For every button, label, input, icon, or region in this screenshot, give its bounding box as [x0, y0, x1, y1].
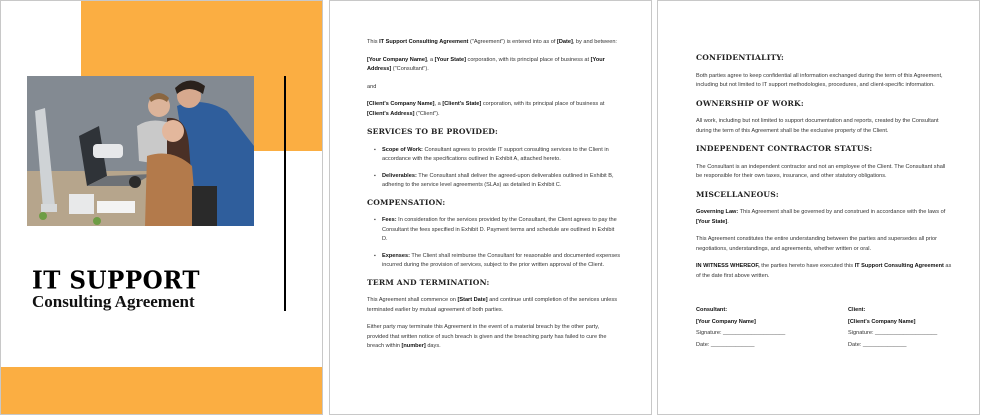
list-item: ▪ Fees: In consideration for the services provided by the Consultant, the Client agrees to pay the Consultant the fees specified in Exhibit D. Payment terms and schedule are outlined in Exhibit D.: [382, 216, 621, 245]
compensation-heading: COMPENSATION:: [367, 197, 446, 207]
contractor-heading: INDEPENDENT CONTRACTOR STATUS:: [696, 144, 873, 153]
and-paragraph: and: [367, 83, 377, 90]
page-3-body: [696, 47, 953, 289]
ownership-paragraph: All work, including but not limited to support documentation and reports, created by the Consultant during the term of this Agreement shall be the exclusive property of the Client.: [696, 118, 939, 134]
client-signature-column: [848, 307, 978, 353]
agreement-page-2: [329, 0, 652, 415]
page-2-body: [367, 38, 621, 360]
confidentiality-heading: CONFIDENTIALITY:: [696, 53, 784, 62]
intro-paragraph: This IT Support Consulting Agreement ("Agreement") is entered into as of [Date], by and between:: [367, 39, 617, 45]
list-item: ▪ Deliverables: The Consultant shall deliver the agreed-upon deliverables outlined in Exhibit B, adhering to the service level agreements (SLAs) as detailed in Exhibit C.: [382, 172, 621, 191]
client-label: Client:: [848, 307, 866, 313]
client-signature-field[interactable]: Signature: ____________________: [848, 330, 938, 336]
consultant-name: [Your Company Name]: [696, 318, 756, 325]
term-paragraph-2: Either party may terminate this Agreement in the event of a material breach by the other party, provided that written notice of such breach is given and the breaching party has failed to cure the breach within [number] days.: [367, 324, 607, 349]
consultant-label: Consultant:: [696, 307, 728, 313]
cover-photo: [27, 76, 254, 226]
miscellaneous-heading: MISCELLANEOUS:: [696, 189, 779, 199]
consultant-signature-column: [696, 307, 826, 353]
agreement-page-3: [657, 0, 980, 415]
services-list: [367, 146, 621, 191]
cover-title: IT SUPPORT: [32, 266, 200, 295]
term-paragraph-1: This Agreement shall commence on [Start Date] and continue until completion of the services unless terminated earlier by mutual agreement of both parties.: [367, 297, 617, 313]
consultant-signature-field[interactable]: Signature: ____________________: [696, 330, 786, 336]
services-heading: SERVICES TO BE PROVIDED:: [367, 127, 498, 136]
term-heading: TERM AND TERMINATION:: [367, 277, 490, 287]
confidentiality-paragraph: Both parties agree to keep confidential all information exchanged during the term of this Agreement, including but not limited to IT support methodologies, procedures, and client-specific information.: [696, 72, 943, 88]
orange-accent-bar-bottom: [1, 367, 323, 415]
client-name: [Client's Company Name]: [848, 318, 916, 325]
witness-paragraph: IN WITNESS WHEREOF, the parties hereto have executed this IT Support Consulting Agreement as of the date first above written.: [696, 263, 952, 279]
ownership-heading: OWNERSHIP OF WORK:: [696, 98, 804, 108]
vertical-divider-line: [284, 76, 286, 311]
client-party-paragraph: [Client's Company Name], a [Client's State] corporation, with its principal place of business at [Client's Address] ("Client").: [367, 101, 605, 117]
compensation-list: [367, 216, 621, 271]
cover-photo-illustration: [27, 76, 254, 226]
consultant-date-field[interactable]: Date: ______________: [696, 341, 755, 348]
client-date-field[interactable]: Date: ______________: [848, 341, 907, 348]
list-item: ▪ Scope of Work: Consultant agrees to provide IT support consulting services to the Client in accordance with the specifications outlined in Exhibit A, attached hereto.: [382, 146, 621, 165]
consultant-party-paragraph: [Your Company Name], a [Your State] corporation, with its principal place of business at [Your Address] ("Consultant").: [367, 56, 605, 72]
entire-agreement-paragraph: This Agreement constitutes the entire understanding between the parties and supersedes all prior negotiations, understandings, and agreements, whether written or oral.: [696, 236, 937, 252]
cover-page: [0, 0, 323, 415]
cover-subtitle: Consulting Agreement: [32, 292, 195, 311]
governing-law-paragraph: Governing Law: This Agreement shall be governed by and construed in accordance with the laws of [Your State].: [696, 209, 946, 225]
list-item: ▪ Expenses: The Client shall reimburse the Consultant for reasonable and documented expenses incurred during the provision of services, subject to the prior written approval of the Client.: [382, 252, 621, 271]
contractor-paragraph: The Consultant is an independent contractor and not an employee of the Client. The Consultant shall be responsible for their own taxes, insurance, and other statutory obligations.: [696, 163, 946, 179]
